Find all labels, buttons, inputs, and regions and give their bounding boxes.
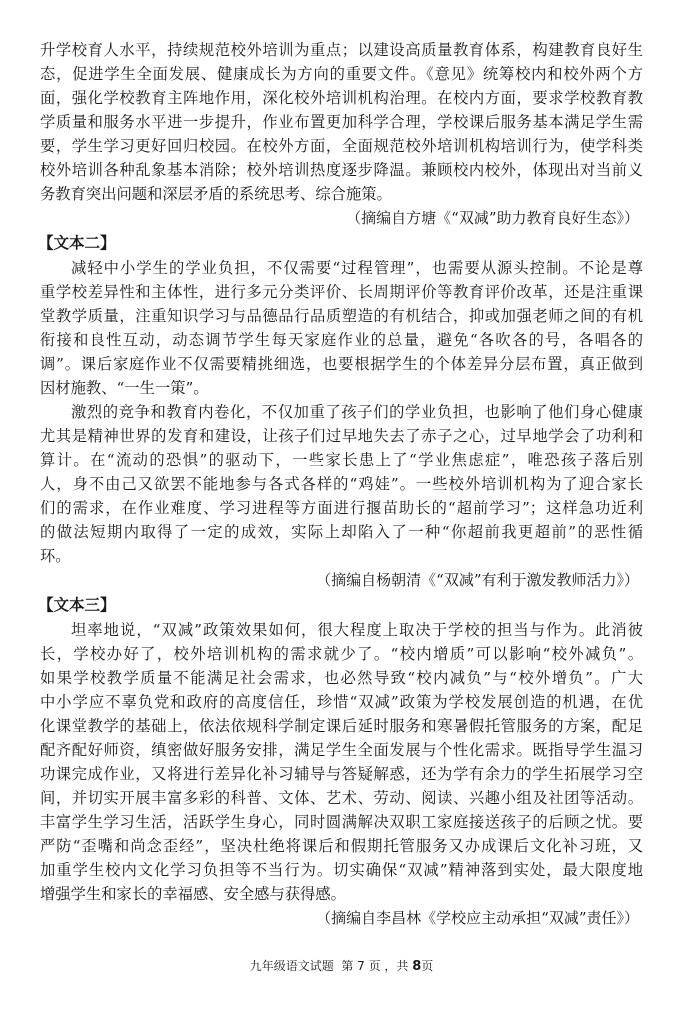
text-line: 因材施教、“一生一策”。 <box>40 379 209 397</box>
text-three <box>40 592 643 930</box>
text-line: 衔接和良性互动，动态调节学生每天家庭作业的总量，避免“各吹各的号，各唱各的 <box>40 331 643 349</box>
text-line: 激烈的竞争和教育内卷化，不仅加重了孩子们的学业负担，也影响了他们身心健康 <box>71 403 643 421</box>
text-line: 们的需求，在作业难度、学习进程等方面进行揠苗助长的“超前学习”；这样急功近利 <box>40 499 643 517</box>
text-line: 升学校育人水平，持续规范校外培训为重点；以建设高质量教育体系，构建教育良好生 <box>40 41 643 59</box>
text-line: 要，学生学习更好回归校园。在校外方面，全面规范校外培训机构培训行为，使学科类 <box>40 137 643 155</box>
text-line: 环。 <box>40 547 71 565</box>
text-line: 坦率地说，“双减”政策效果如何，很大程度上取决于学校的担当与作为。此消彼 <box>71 621 643 639</box>
text-line: 长，学校办好了，校外培训机构的需求就少了。“校内增质”可以影响“校外减负”。 <box>40 645 643 663</box>
text-line: 尤其是精神世界的发育和建设，让孩子们过早地失去了赤子之心，过早地学会了功利和 <box>40 427 643 445</box>
page-content <box>40 38 643 930</box>
section-heading: 【文本三】 <box>38 596 116 614</box>
footer-prefix: 九年级语文试题 第 7 页 ，共 <box>249 959 413 973</box>
text-line: 化课堂教学的基础上，依法依规科学制定课后延时服务和寒暑假托管服务的方案，配足 <box>40 717 643 735</box>
footer-suffix: 页 <box>421 959 434 973</box>
text-one-continuation <box>40 38 643 230</box>
text-line: 务教育突出问题和深层矛盾的系统思考、综合施策。 <box>40 185 392 203</box>
text-line: 面，强化学校教育主阵地作用，深化校外培训机构治理。在校内方面，要求学校教育教 <box>40 89 643 107</box>
source-citation: （摘编自杨朝清《“双减”有利于激发教师活力》） <box>316 571 639 589</box>
text-line: 校外培训各种乱象基本消除；校外培训热度逐步降温。兼顾校内校外，体现出对当前义 <box>40 161 643 179</box>
text-line: 配齐配好师资，缜密做好服务安排，满足学生全面发展与个性化需求。既指导学生温习 <box>40 741 643 759</box>
text-line: 间，并切实开展丰富多彩的科普、文体、艺术、劳动、阅读、兴趣小组及社团等活动。 <box>40 789 643 807</box>
footer-total-pages: 8 <box>412 959 422 974</box>
text-line: 功课完成作业，又将进行差异化补习辅导与答疑解惑，还为学有余力的学生拓展学习空 <box>40 765 643 783</box>
text-line: 调”。课后家庭作业不仅需要精挑细选，也要根据学生的个体差异分层布置，真正做到 <box>40 355 643 373</box>
text-line: 丰富学生学习生活，活跃学生身心，同时圆满解决双职工家庭接送孩子的后顾之忧。要 <box>40 813 643 831</box>
source-citation: （摘编自李昌林《学校应主动承担“双减”责任》） <box>316 909 639 927</box>
text-line: 如果学校教学质量不能满足社会需求，也必然导致“校内减负”与“校外增负”。广大 <box>40 669 643 687</box>
text-two <box>40 230 643 592</box>
section-heading: 【文本二】 <box>38 234 116 252</box>
text-line: 学质量和服务水平进一步提升，作业布置更加科学合理，学校课后服务基本满足学生需 <box>40 113 643 131</box>
text-line: 严防“歪嘴和尚念歪经”，坚决杜绝将课后和假期托管服务又办成课后文化补习班，又 <box>40 837 643 855</box>
text-line: 减轻中小学生的学业负担，不仅需要“过程管理”，也需要从源头控制。不论是尊 <box>71 259 643 277</box>
text-line: 中小学应不辜负党和政府的高度信任，珍惜“双减”政策为学校发展创造的机遇，在优 <box>40 693 643 711</box>
page-footer <box>0 957 683 974</box>
text-line: 加重学生校内文化学习负担等不当行为。切实确保“双减”精神落到实处，最大限度地 <box>40 861 643 879</box>
text-line: 算计。在“流动的恐惧”的驱动下，一些家长患上了“学业焦虑症”，唯恐孩子落后别 <box>40 451 643 469</box>
text-line: 态，促进学生全面发展、健康成长为方向的重要文件。《意见》统筹校内和校外两个方 <box>40 65 643 83</box>
source-citation: （摘编自方塘《“双减”助力教育良好生态》） <box>346 209 639 227</box>
text-line: 增强学生和家长的幸福感、安全感与获得感。 <box>40 885 346 903</box>
text-line: 堂教学质量，注重知识学习与品德品行品质塑造的有机结合，抑或加强老师之间的有机 <box>40 307 643 325</box>
text-line: 人，身不由己又欲罢不能地参与各式各样的“鸡娃”。一些校外培训机构为了迎合家长 <box>40 475 643 493</box>
text-line: 重学校差异性和主体性，进行多元分类评价、长周期评价等教育评价改革，还是注重课 <box>40 283 643 301</box>
text-line: 的做法短期内取得了一定的成效，实际上却陷入了一种“你超前我更超前”的恶性循 <box>40 523 643 541</box>
